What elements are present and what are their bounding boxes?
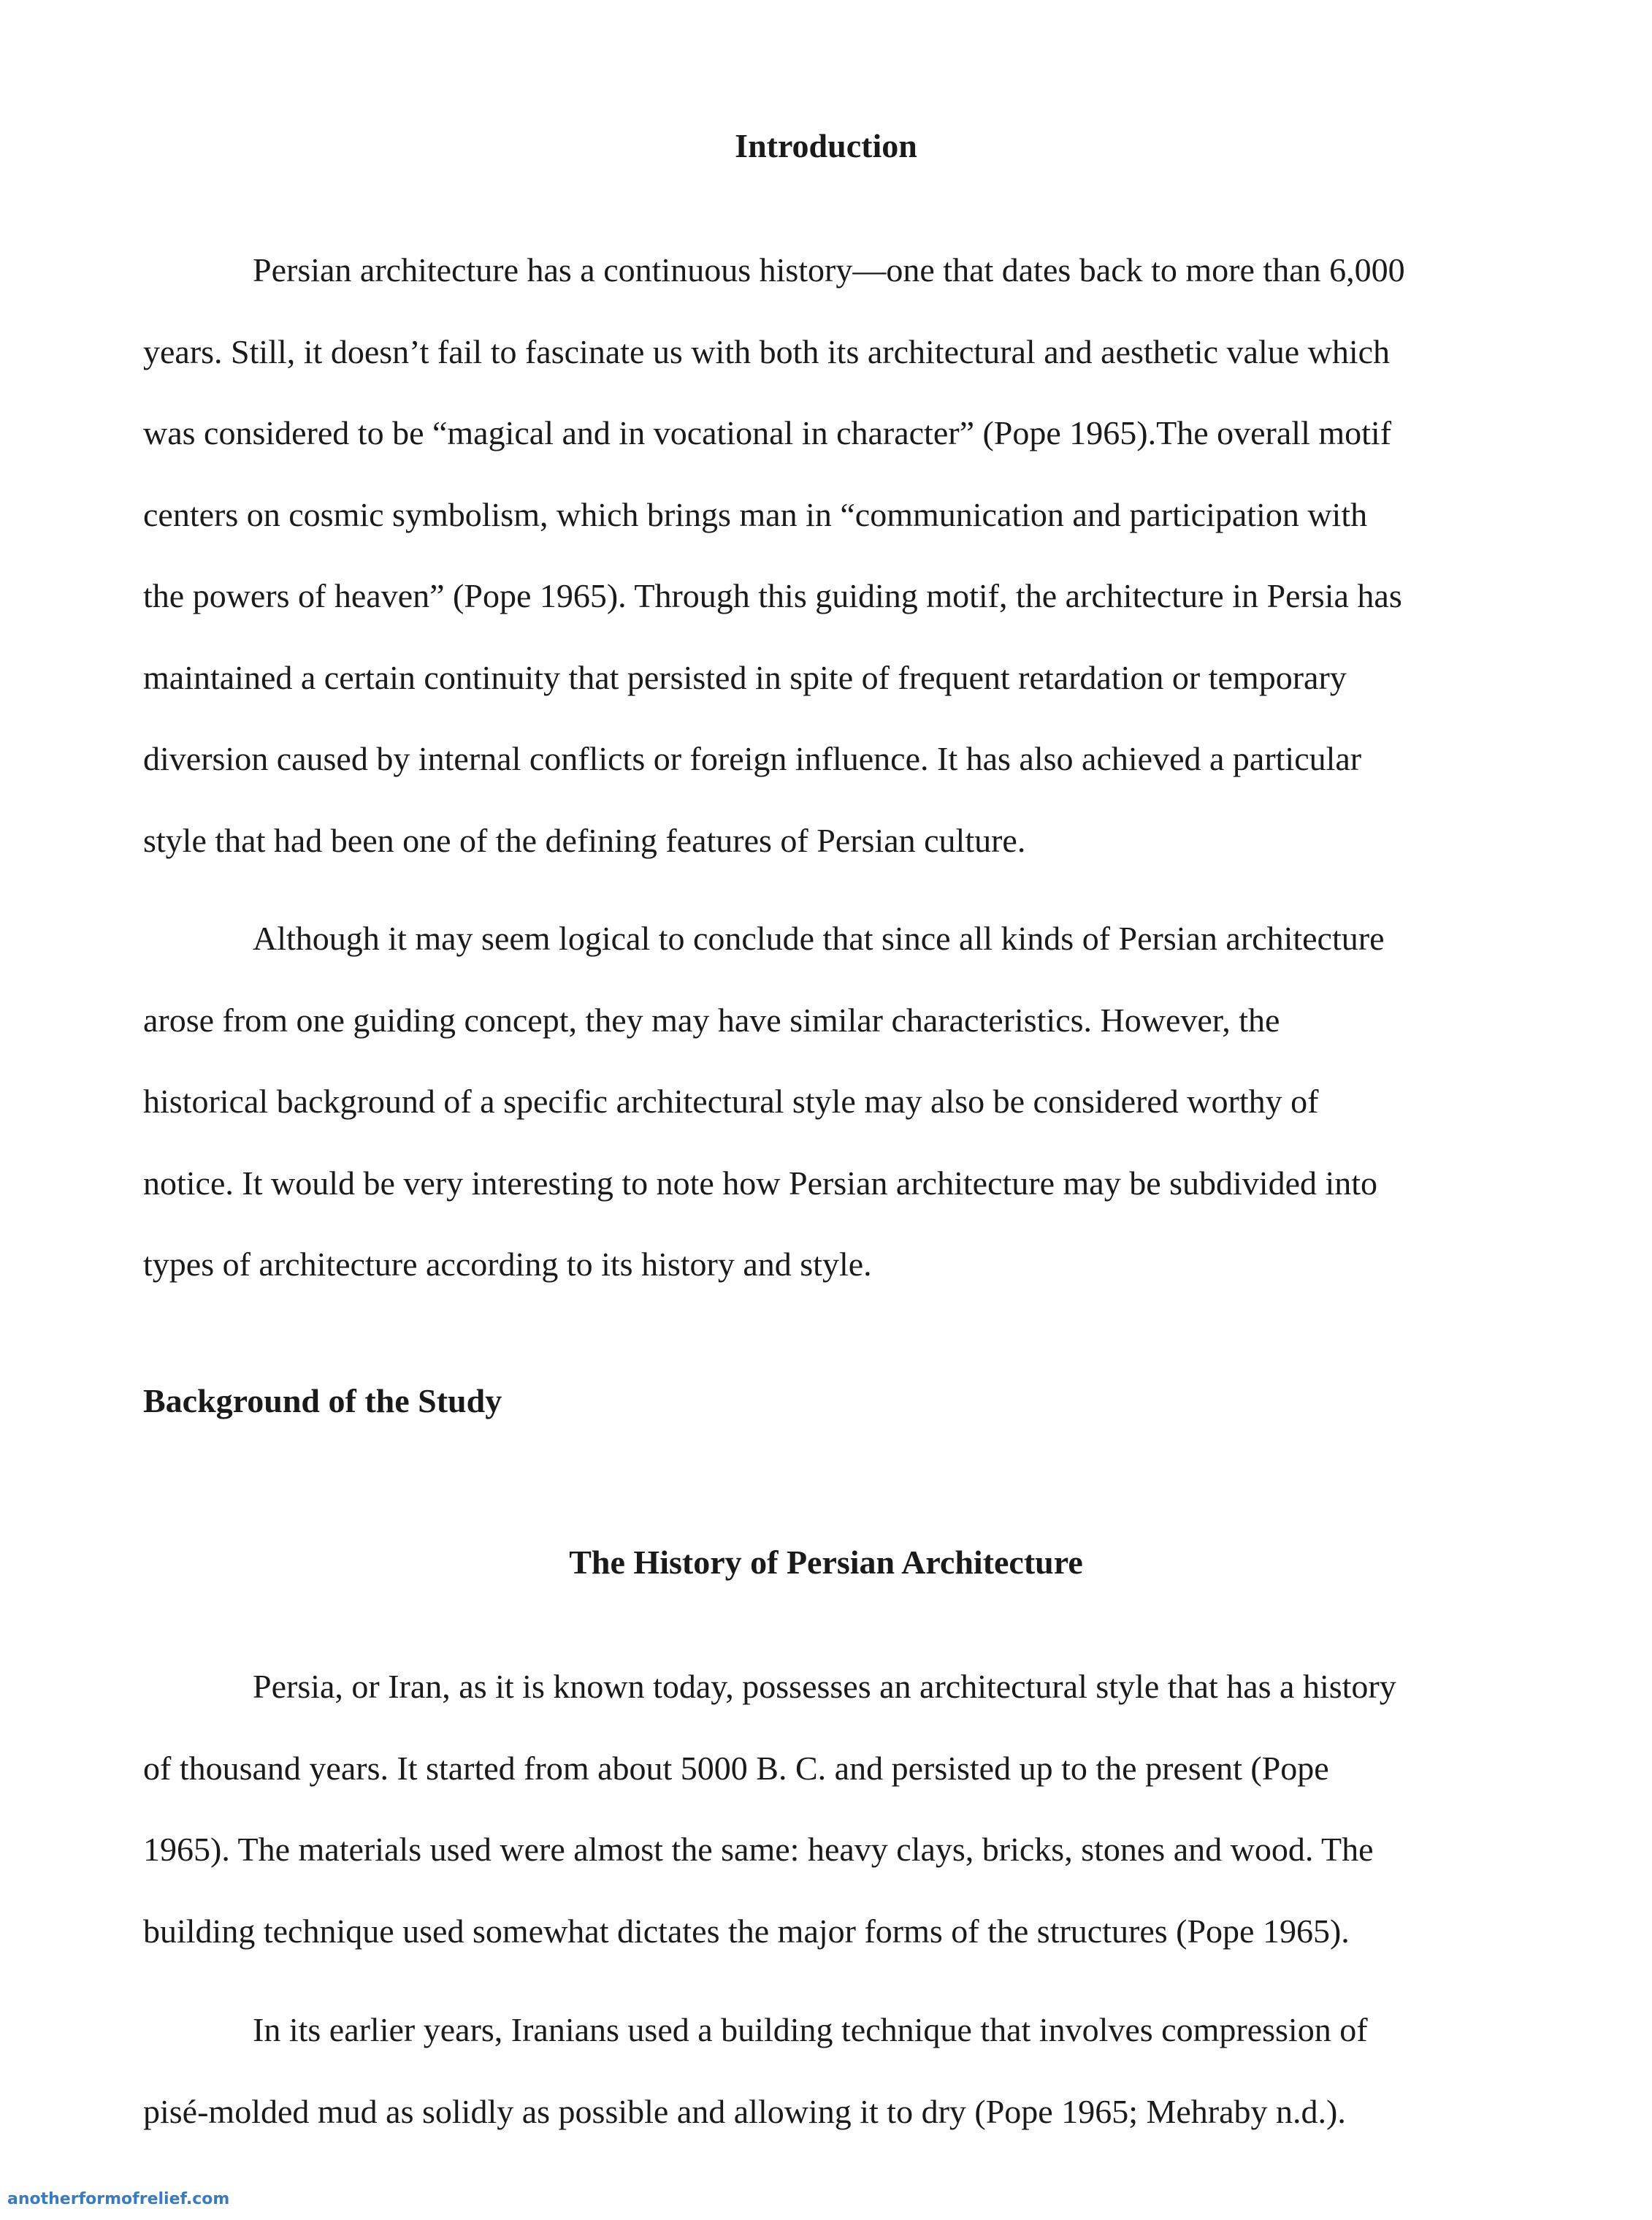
paragraph-line: was considered to be “magical and in vocational in character” (Pope 1965).The overall motif xyxy=(143,414,1392,451)
paragraph-line: centers on cosmic symbolism, which brings man in “communication and participation with xyxy=(143,495,1368,533)
intro-paragraph-2 xyxy=(143,898,1531,1305)
paragraph-line: arose from one guiding concept, they may have similar characteristics. However, the xyxy=(143,1001,1280,1039)
watermark-link[interactable]: anotherformofrelief.com xyxy=(7,2190,230,2208)
paragraph-line: years. Still, it doesn’t fail to fascinate us with both its architectural and aesthetic value which xyxy=(143,332,1391,370)
paragraph-line: types of architecture according to its history and style. xyxy=(143,1246,872,1283)
paragraph-line: 1965). The materials used were almost the same: heavy clays, bricks, stones and wood. The xyxy=(143,1831,1374,1868)
history-paragraph-2 xyxy=(143,1989,1531,2152)
paragraph-line: notice. It would be very interesting to note how Persian architecture may be subdivided into xyxy=(143,1164,1378,1202)
paragraph-line: In its earlier years, Iranians used a building technique that involves compression of xyxy=(253,2011,1368,2048)
paragraph-line: of thousand years. It started from about 5000 B. C. and persisted up to the present (Pope xyxy=(143,1749,1329,1787)
paragraph-line: historical background of a specific architectural style may also be considered worthy of xyxy=(143,1083,1319,1120)
paragraph-line: Persian architecture has a continuous history—one that dates back to more than 6,000 xyxy=(253,251,1405,289)
intro-heading: Introduction xyxy=(735,127,917,164)
background-heading: Background of the Study xyxy=(143,1382,502,1419)
paragraph-line: style that had been one of the defining features of Persian culture. xyxy=(143,821,1026,859)
paragraph-line: Although it may seem logical to conclude that since all kinds of Persian architecture xyxy=(253,920,1385,957)
history-heading: The History of Persian Architecture xyxy=(569,1544,1083,1581)
paragraph-line: Persia, or Iran, as it is known today, possesses an architectural style that has a history xyxy=(253,1668,1396,1705)
intro-paragraph-1 xyxy=(143,229,1531,881)
paragraph-line: the powers of heaven” (Pope 1965). Through this guiding motif, the architecture in Persia has xyxy=(143,577,1402,614)
history-paragraph-1 xyxy=(143,1646,1531,1972)
paragraph-line: pisé-molded mud as solidly as possible and allowing it to dry (Pope 1965; Mehraby n.d.). xyxy=(143,2092,1346,2130)
paragraph-line: maintained a certain continuity that persisted in spite of frequent retardation or temporary xyxy=(143,658,1347,696)
paragraph-line: diversion caused by internal conflicts or foreign influence. It has also achieved a particular xyxy=(143,740,1362,777)
paragraph-line: building technique used somewhat dictates the major forms of the structures (Pope 1965). xyxy=(143,1912,1350,1950)
